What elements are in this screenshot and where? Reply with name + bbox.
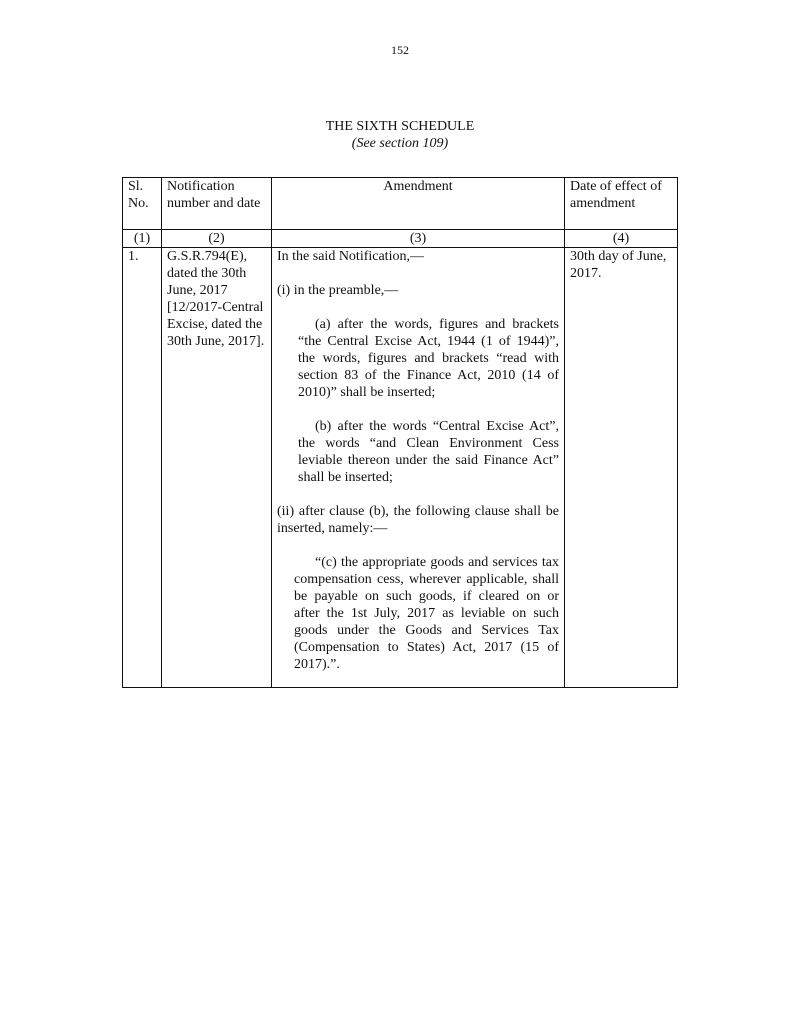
schedule-title: THE SIXTH SCHEDULE <box>325 119 475 134</box>
column-number: (3) <box>272 230 565 248</box>
amendment-item-a: (a) after the words, figures and brackets “the Central Excise Act, 1944 (1 of 1944)”, the words, figures and brackets “read with section 83 of the Finance Act, 2010 (14 of 2010)” shall be inserted; <box>298 317 559 400</box>
header-row <box>123 178 678 230</box>
page-number: 152 <box>391 43 409 57</box>
amendment-item-b: (b) after the words “Central Excise Act”, the words “and Clean Environment Cess leviable thereon under the said Finance Act” shall be inserted; <box>298 419 559 485</box>
column-number: (1) <box>123 230 162 248</box>
column-number: (2) <box>162 230 272 248</box>
amendment-intro: In the said Notification,— <box>277 249 424 264</box>
amendment-item-ii: (ii) after clause (b), the following clause shall be inserted, namely:— <box>277 504 559 536</box>
column-number: (4) <box>565 230 678 248</box>
amendment-item-i: (i) in the preamble,— <box>277 283 399 298</box>
cell-sl-no: 1. <box>123 248 162 688</box>
header-sl-no: Sl. No. <box>123 178 162 230</box>
schedule-table <box>122 177 678 688</box>
amendment-item-c: “(c) the appropriate goods and services tax compensation cess, wherever applicable, shall be payable on such goods, if cleared on or after the 1st July, 2017 as leviable on such goods under the Goods and Services Tax (Compensation to States) Act, 2017 (15 of 2017).”. <box>294 555 559 672</box>
schedule-subtitle: (See section 109) <box>351 136 449 151</box>
cell-amendment <box>272 248 565 688</box>
cell-date-of-effect: 30th day of June, 2017. <box>565 248 678 688</box>
header-date-of-effect: Date of effect of amendment <box>565 178 678 230</box>
cell-notification: G.S.R.794(E), dated the 30th June, 2017 [12/2017-Central Excise, dated the 30th June, 2017]. <box>162 248 272 688</box>
header-notification: Notification number and date <box>162 178 272 230</box>
table-row <box>123 248 678 688</box>
header-amendment: Amendment <box>272 178 565 230</box>
column-number-row <box>123 230 678 248</box>
